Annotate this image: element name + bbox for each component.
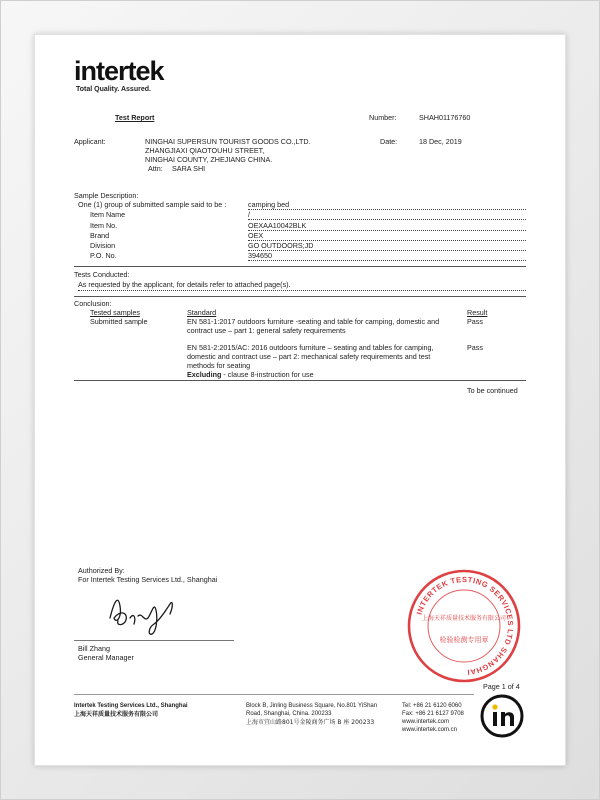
result-pass: Pass <box>467 317 483 326</box>
col-standard: Standard <box>187 308 217 317</box>
footer-address-line: Block B, Jinling Business Square, No.801 YiShan <box>246 703 378 709</box>
sample-row-value: 394650 <box>248 251 272 260</box>
applicant-line: NINGHAI COUNTY, ZHEJIANG CHINA. <box>145 155 273 164</box>
attn-value: SARA SHI <box>172 164 206 173</box>
page-number: Page 1 of 4 <box>483 682 520 691</box>
dotted-rule <box>248 219 526 220</box>
dotted-rule <box>248 209 526 210</box>
dotted-rule <box>248 250 526 251</box>
tests-text: As requested by the applicant, for details refer to attached page(s). <box>78 280 291 289</box>
intertek-in-icon <box>478 692 526 740</box>
sample-intro-value: camping bed <box>248 200 290 209</box>
sample-row-value: OEXAA10042BLK <box>248 221 307 230</box>
company-seal <box>406 568 522 684</box>
logo-tagline: Total Quality. Assured. <box>76 86 151 93</box>
col-result: Result <box>467 308 488 317</box>
signer-title: General Manager <box>78 653 134 662</box>
seal-inner-text: 上海天祥质量技术服务有限公司 <box>421 615 507 622</box>
footer-contact-line: www.intertek.com <box>402 719 450 725</box>
report-title: Test Report <box>115 113 155 122</box>
sample-intro: One (1) group of submitted sample said to be : <box>78 200 227 209</box>
excluding-label: Excluding <box>187 370 222 379</box>
conclusion-heading: Conclusion: <box>74 299 112 308</box>
dotted-rule <box>78 290 526 291</box>
handwritten-signature <box>104 588 194 638</box>
footer-company-en: Intertek Testing Services Ltd., Shanghai <box>74 703 188 709</box>
sample-row-label: Division <box>90 241 116 250</box>
authorized-for: For Intertek Testing Services Ltd., Shanghai <box>78 575 218 584</box>
seal-ring-text: INTERTEK TESTING SERVICES LTD SHANGHAI <box>414 574 516 677</box>
sample-row-value: OEX <box>248 231 264 240</box>
number-label: Number: <box>369 113 397 122</box>
applicant-label: Applicant: <box>74 137 106 146</box>
authorized-by: Authorized By: <box>78 566 125 575</box>
footer-contact-line: www.intertek.com.cn <box>402 727 458 733</box>
section-divider <box>74 266 526 267</box>
excluding-text: - clause 8-instruction for use <box>223 370 314 379</box>
sample-row-label: Item Name <box>90 210 126 219</box>
sample-row-value: / <box>248 210 250 219</box>
applicant-line: NINGHAI SUPERSUN TOURIST GOODS CO.,LTD. <box>145 137 311 146</box>
to-be-continued: To be continued <box>467 386 518 395</box>
seal-bottom-text: 检验检测专用章 <box>439 636 489 644</box>
applicant-line: ZHANGJIAXI QIAOTOUHU STREET, <box>145 146 265 155</box>
number-value: SHAH01176760 <box>419 113 471 122</box>
tests-heading: Tests Conducted: <box>74 270 130 279</box>
tested-sample-name: Submitted sample <box>90 317 148 326</box>
standard-line: domestic and contract use – part 2: mechanical safety requirements and test <box>187 352 431 361</box>
date-value: 18 Dec, 2019 <box>419 137 462 146</box>
signer-name: Bill Zhang <box>78 644 110 653</box>
footer-company-cn: 上海天祥质量技术服务有限公司 <box>74 711 159 718</box>
dotted-rule <box>248 230 526 231</box>
sample-row-label: Brand <box>90 231 110 240</box>
sample-row-label: Item No. <box>90 221 118 230</box>
date-label: Date: <box>380 137 398 146</box>
result-pass: Pass <box>467 343 483 352</box>
sample-row-label: P.O. No. <box>90 251 117 260</box>
col-tested-samples: Tested samples <box>90 308 140 317</box>
intertek-logo: intertek <box>74 56 164 86</box>
signature-line <box>74 640 234 641</box>
footer-address-line: 上海市宜山路801号金陵商务广场 B 座 200233 <box>246 719 375 726</box>
dotted-rule <box>248 260 526 261</box>
footer-contact-line: Tel: +86 21 6120 6060 <box>402 703 462 709</box>
sample-row-value: GO OUTDOORS;JD <box>248 241 314 250</box>
attn-label: Attn: <box>148 164 163 173</box>
footer-contact-line: Fax: +86 21 6127 9708 <box>402 711 464 717</box>
footer-address-line: Road, Shanghai, China. 200233 <box>246 711 332 717</box>
sample-heading: Sample Description: <box>74 191 139 200</box>
excluding-line <box>187 370 314 380</box>
footer-rule <box>74 694 474 695</box>
section-divider <box>74 380 526 381</box>
section-divider <box>74 296 526 297</box>
standard-line: EN 581-1:2017 outdoors furniture -seating and table for camping, domestic and <box>187 317 440 326</box>
standard-line: methods for seating <box>187 361 251 370</box>
standard-line: contract use – part 1: general safety requirements <box>187 326 346 335</box>
standard-line: EN 581-2:2015/AC: 2016 outdoors furniture – seating and tables for camping, <box>187 343 434 352</box>
